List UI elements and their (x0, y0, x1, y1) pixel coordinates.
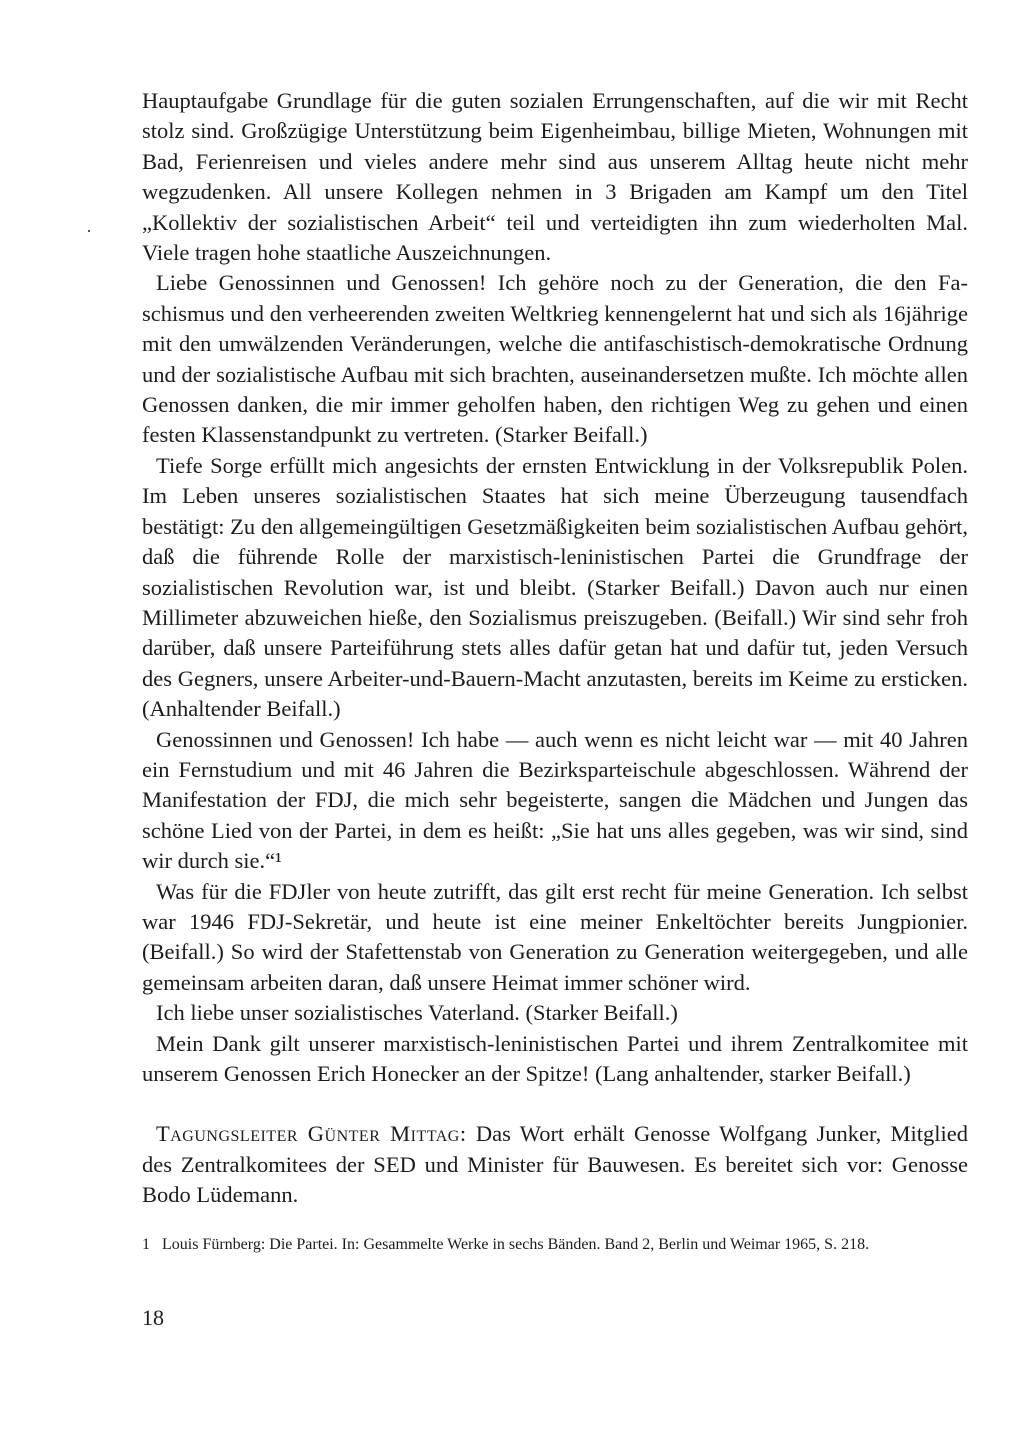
paragraph-6: Ich liebe unser sozialistisches Vaterland. (Starker Beifall.) (156, 1000, 678, 1026)
paragraph-4: Genossinnen und Genossen! Ich habe — auch wenn es nicht leicht war — mit 40 Jahren ein Fernstudium und mit 46 Jahren die Bezirksparteischule abgeschlossen. Während der Manifestation der FDJ, die mich sehr begeisterte, sangen die Mädchen und Jungen das schöne Lied von der Partei, in dem es heißt: „Sie hat uns alles gegeben, was wir sind, sind wir durch sie.“¹ (142, 726, 968, 874)
page-number: 18 (142, 1305, 164, 1330)
page-body (142, 86, 968, 1272)
paragraph-7: Mein Dank gilt unserer marxistisch-leninistischen Partei und ihrem Zentralkomitee mit unserem Genossen Erich Honecker an der Spitze! (Lang anhaltender, starker Beifall.) (142, 1030, 968, 1086)
paragraph-2: Liebe Genossinnen und Genossen! Ich gehöre noch zu der Generation, die den Faschismus und den verheerenden zweiten Weltkrieg kennengelernt hat und sich als 16jährige mit den umwälzenden Veränderungen, welche die antifaschistisch-demokratische Ordnung und der sozialistische Aufbau mit sich brachten, auseinandersetzen mußte. Ich möchte allen Genossen danken, die mir immer geholfen haben, den richtigen Weg zu gehen und einen festen Klassenstandpunkt zu vertreten. (Starker Beifall.) (142, 270, 968, 448)
margin-mark (88, 230, 90, 232)
paragraph-5: Was für die FDJler von heute zutrifft, das gilt erst recht für meine Generation. Ich selbst war 1946 FDJ-Sekretär, und heute ist eine meiner Enkeltöchter bereits Jungpionier. (Beifall.) So wird der Stafettenstab von Generation zu Generation weitergegeben, und alle gemeinsam arbeiten daran, daß unsere Heimat immer schöner wird. (142, 878, 968, 995)
chair-speaker: Tagungsleiter Günter Mittag: (156, 1121, 467, 1147)
footnote-number: 1 (142, 1236, 150, 1254)
paragraph-1: Hauptaufgabe Grundlage für die guten sozialen Errungenschaften, auf die wir mit Recht stolz sind. Großzügige Unterstützung beim Eigenheimbau, billige Mieten, Wohnungen mit Bad, Ferienreisen und vieles andere mehr sind aus unserem Alltag heute nicht mehr wegzudenken. All unsere Kollegen nehmen in 3 Brigaden am Kampf um den Titel „Kollektiv der sozialistischen Arbeit“ teil und verteidigten ihn zum wiederholten Mal. Viele tragen hohe staatliche Auszeichnungen. (142, 88, 968, 266)
paragraph-3: Tiefe Sorge erfüllt mich angesichts der ernsten Entwicklung in der Volksrepublik Polen. Im Leben unseres sozialistischen Staates hat sich meine Überzeugung tausendfach bestätigt: Zu den allgemeingültigen Gesetzmäßigkeiten beim sozialistischen Aufbau gehört, daß die führende Rolle der marxistisch-leninistischen Partei die Grundfrage der sozialistischen Revolution war, ist und bleibt. (Starker Beifall.) Davon auch nur einen Millimeter abzuweichen hieße, den Sozialismus preiszugeben. (Beifall.) Wir sind sehr froh darüber, daß unsere Parteiführung stets alles dafür getan hat und dafür tut, jeden Versuch des Gegners, unsere Arbeiter-und-Bauern-Macht anzutasten, bereits im Keime zu ersticken. (Anhaltender Beifall.) (142, 452, 968, 722)
footnote (142, 1233, 968, 1256)
chair-text: Das Wort erhält Genosse Wolfgang Junker, Mitglied des Zentralkomitees der SED und Minister für Bauwesen. Es bereitet sich vor: Genosse Bodo Lüdemann. (142, 1121, 968, 1208)
footnote-text: Louis Fürnberg: Die Partei. In: Gesammelte Werke in sechs Bänden. Band 2, Berlin und Weimar 1965, S. 218. (162, 1236, 870, 1254)
chair-announcement (142, 1119, 968, 1210)
